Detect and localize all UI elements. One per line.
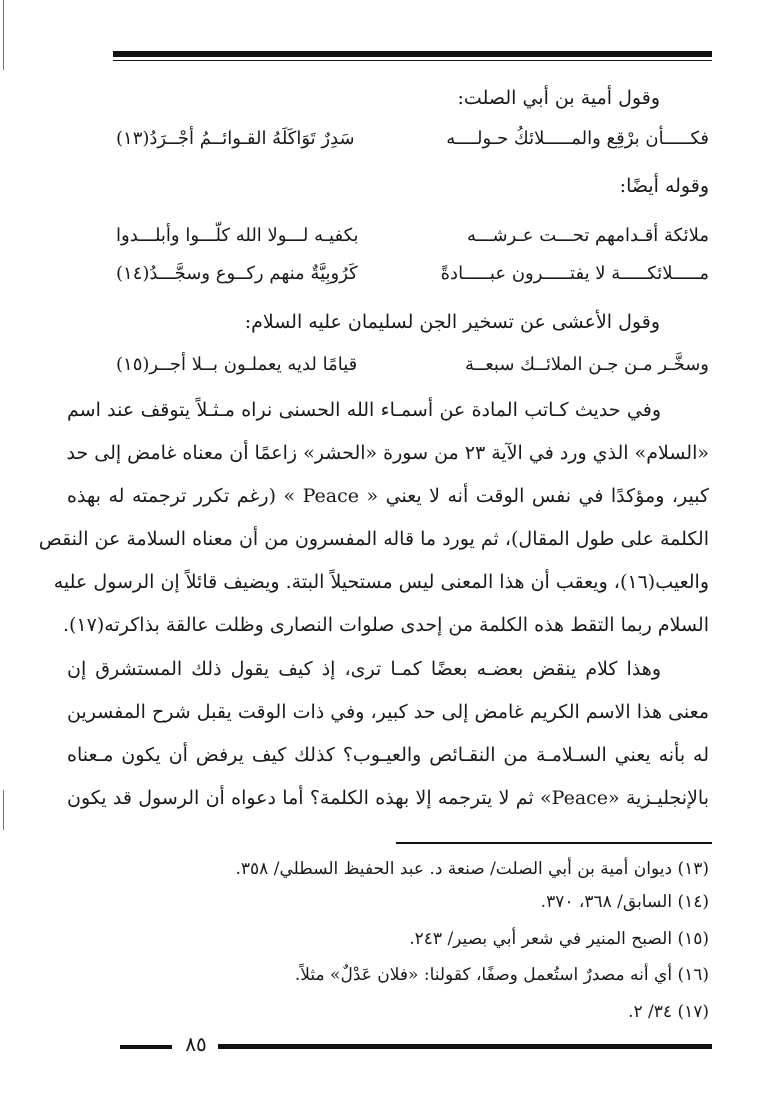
footnote-16: (١٦) أي أنه مصدرٌ استُعمل وصفًا، كقولنا: «فلان عَدْلٌ» مثلاً. — [294, 965, 709, 985]
paragraph-1-line-2: «السلام» الذي ورد في الآية ٢٣ من سورة «الحشر» زاعمًا أن معناه غامض إلى حد — [66, 442, 709, 464]
paragraph-2-line-3: له بأنه يعني السـلامـة من النقـائص والعيـوب؟ كذلك كيف يرفض أن يكون مـعناه — [67, 744, 709, 766]
paragraph-2-line-2: معنى هذا الاسم الكريم غامض إلى حد كبير، وفي ذات الوقت يقبل شرح المفسرين — [67, 701, 709, 723]
page-number: ٨٥ — [185, 1032, 207, 1056]
verse-2-right-hemistich: ملائكة أقـدامهم تحـــت عـرشـــه — [466, 225, 709, 246]
intro-also: وقوله أيضًا: — [619, 175, 709, 197]
paragraph-1-line-1: وفي حديث كـاتب المادة عن أسمـاء الله الحسنى نراه مـثـلاً يتوقف عند اسم — [67, 399, 661, 421]
footer-rule-right — [218, 1044, 712, 1049]
paragraph-1-line-5: والعيب(١٦)، ويعقب أن هذا المعنى ليس مستحيلاً البتة. ويضيف قائلاً إن الرسول عليه — [53, 571, 709, 593]
paragraph-1-line-3: كبير، ومؤكدًا في نفس الوقت أنه لا يعني « Peace » (رغم تكرر ترجمته له بهذه — [67, 485, 709, 507]
verse-2-left-hemistich: بكفيـه لـــولا الله كلّـــوا وأبلـــدوا — [116, 225, 359, 246]
scan-edge-mark-lower — [3, 790, 4, 830]
footnote-14: (١٤) السابق/ ٣٦٨، ٣٧٠. — [540, 892, 709, 912]
verse-1-right-hemistich: فكـــــأن برْقِع والمـــــلائكُ حـولــــه — [446, 128, 709, 149]
verse-3-left-hemistich: كَرُوبِيَّةٌ منهم ركــوع وسجَّـــدُ(١٤) — [116, 263, 358, 284]
verse-4-left-hemistich: قيامًا لديه يعملـون بــلا أجــر(١٥) — [116, 354, 358, 375]
scan-edge-mark — [3, 0, 4, 70]
footnote-17: (١٧) ٣٤/ ٢. — [628, 1002, 709, 1022]
intro-asha: وقول الأعشى عن تسخير الجن لسليمان عليه السلام: — [244, 311, 660, 333]
paragraph-2-line-4: بالإنجليـزية «Peace» ثم لا يترجمه إلا بهذه الكلمة؟ أما دعواه أن الرسول قد يكون — [67, 787, 709, 809]
footnote-separator — [396, 842, 712, 844]
header-rule-thin — [113, 60, 712, 61]
paragraph-1-line-4: الكلمة على طول المقال)، ثم يورد ما قاله المفسرون من أن معناه السلامة عن النقص — [38, 528, 709, 550]
verse-3-right-hemistich: مـــــلائكـــــة لا يفتـــــرون عبـــــادةً — [440, 263, 709, 284]
verse-4-right-hemistich: وسخَّـر مـن جـن الملائــك سبعــة — [465, 354, 709, 375]
footnote-15: (١٥) الصبح المنير في شعر أبي بصير/ ٢٤٣. — [409, 929, 709, 949]
paragraph-1-line-6: السلام ربما التقط هذه الكلمة من إحدى صلوات النصارى وظلت عالقة بذاكرته(١٧). — [62, 614, 709, 636]
intro-umayya: وقول أمية بن أبي الصلت: — [457, 87, 660, 109]
paragraph-2-line-1: وهذا كلام ينقض بعضـه بعضًا كمـا ترى، إذ كيف يقول ذلك المستشرق إن — [67, 658, 661, 680]
verse-1-left-hemistich: سَدِرٌ تَوَاكَلَهُ القـوائــمُ أجْــرَدُ(١٣) — [116, 128, 355, 149]
footer-rule-left — [120, 1045, 172, 1049]
footnote-13: (١٣) ديوان أمية بن أبي الصلت/ صنعة د. عبد الحفيظ السطلي/ ٣٥٨. — [235, 859, 709, 879]
header-rule — [113, 51, 712, 57]
